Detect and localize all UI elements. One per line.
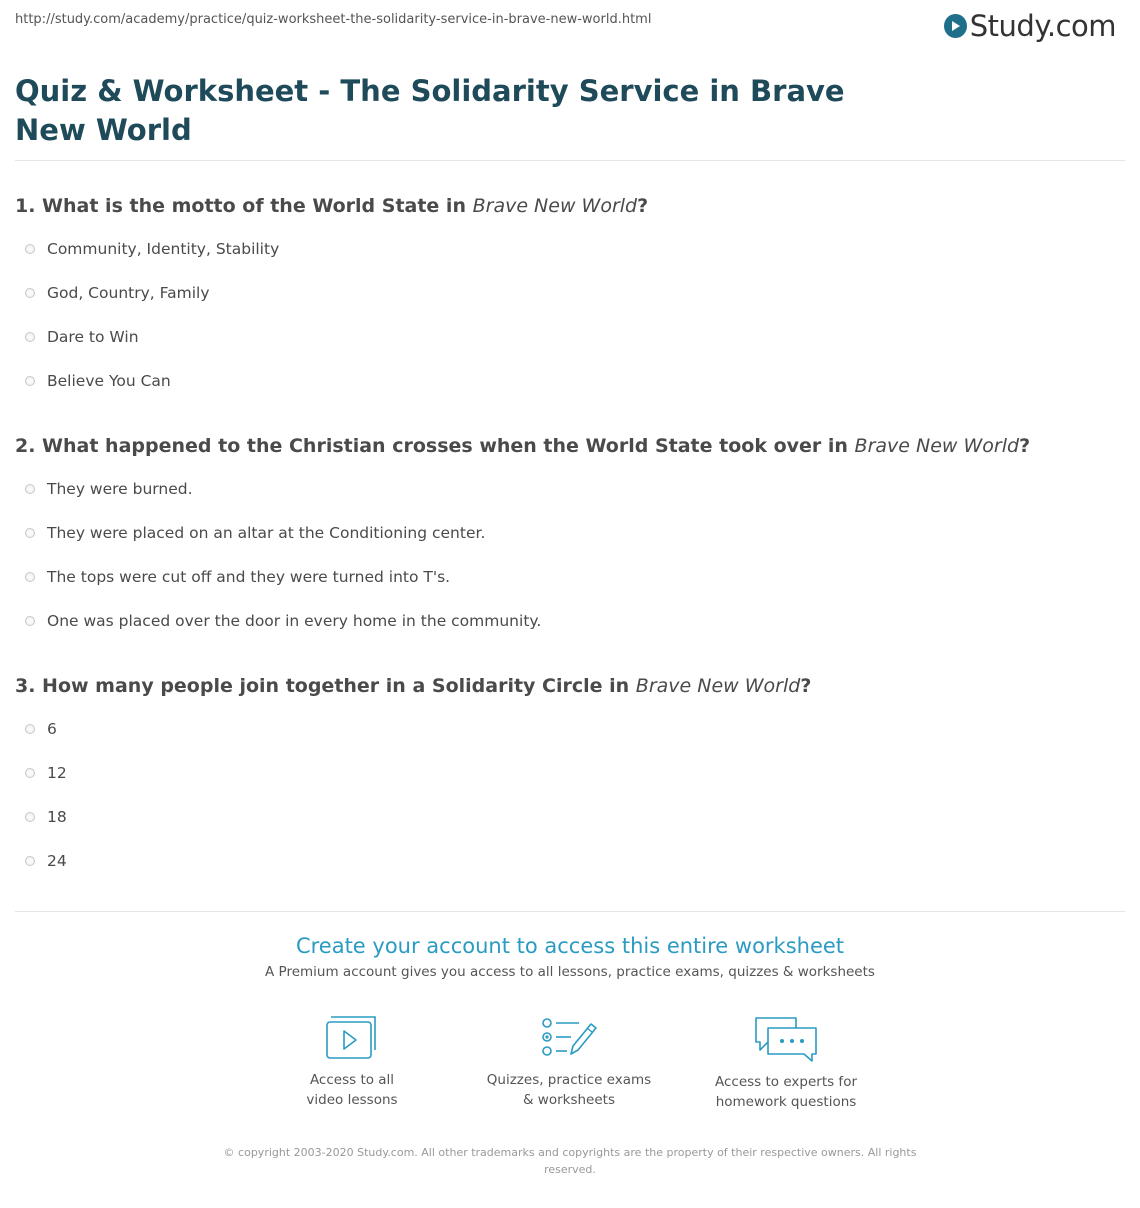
radio-button[interactable]	[25, 288, 35, 298]
answer-option[interactable]: Believe You Can	[25, 369, 171, 393]
answer-option[interactable]: They were burned.	[25, 477, 193, 501]
feature-quizzes: Quizzes, practice exams & worksheets	[469, 1016, 669, 1110]
question-1: 1. What is the motto of the World State in Brave New World?	[15, 195, 649, 217]
radio-button[interactable]	[25, 484, 35, 494]
answer-option[interactable]: The tops were cut off and they were turned into T's.	[25, 565, 450, 589]
radio-button[interactable]	[25, 244, 35, 254]
question-3: 3. How many people join together in a Solidarity Circle in Brave New World?	[15, 675, 812, 697]
copyright-notice: © copyright 2003-2020 Study.com. All other trademarks and copyrights are the property of their respective owners. All rights reserved.	[223, 1146, 917, 1176]
study-logo[interactable]	[944, 8, 1116, 44]
answer-option[interactable]: 24	[25, 849, 67, 873]
answer-option[interactable]: 18	[25, 805, 67, 829]
answer-option[interactable]: 6	[25, 717, 57, 741]
video-lessons-icon	[325, 1016, 379, 1060]
radio-button[interactable]	[25, 376, 35, 386]
radio-button[interactable]	[25, 812, 35, 822]
page-title: Quiz & Worksheet - The Solidarity Service in Brave New World	[15, 74, 845, 147]
premium-description: A Premium account gives you access to all lessons, practice exams, quizzes & worksheets	[265, 964, 875, 980]
answer-option[interactable]: One was placed over the door in every home in the community.	[25, 609, 541, 633]
play-logo-icon	[944, 14, 967, 38]
feature-experts: Access to experts for homework questions	[686, 1016, 886, 1112]
section-divider	[15, 911, 1125, 912]
radio-button[interactable]	[25, 616, 35, 626]
expert-chat-icon	[754, 1016, 818, 1062]
quiz-checklist-icon	[541, 1016, 597, 1060]
title-divider	[15, 160, 1125, 161]
radio-button[interactable]	[25, 856, 35, 866]
create-account-link[interactable]: Create your account to access this entire worksheet	[295, 934, 845, 958]
radio-button[interactable]	[25, 768, 35, 778]
radio-button[interactable]	[25, 528, 35, 538]
answer-option[interactable]: Community, Identity, Stability	[25, 237, 279, 261]
answer-option[interactable]: God, Country, Family	[25, 281, 210, 305]
answer-option[interactable]: They were placed on an altar at the Conditioning center.	[25, 521, 485, 545]
question-2: 2. What happened to the Christian crosses when the World State took over in Brave New World?	[15, 435, 1031, 457]
answer-option[interactable]: 12	[25, 761, 67, 785]
page-url: http://study.com/academy/practice/quiz-worksheet-the-solidarity-service-in-brave-new-world.html	[15, 12, 652, 27]
feature-video-lessons: Access to all video lessons	[252, 1016, 452, 1110]
radio-button[interactable]	[25, 724, 35, 734]
radio-button[interactable]	[25, 332, 35, 342]
logo-text: Study.com	[969, 9, 1116, 43]
radio-button[interactable]	[25, 572, 35, 582]
answer-option[interactable]: Dare to Win	[25, 325, 139, 349]
